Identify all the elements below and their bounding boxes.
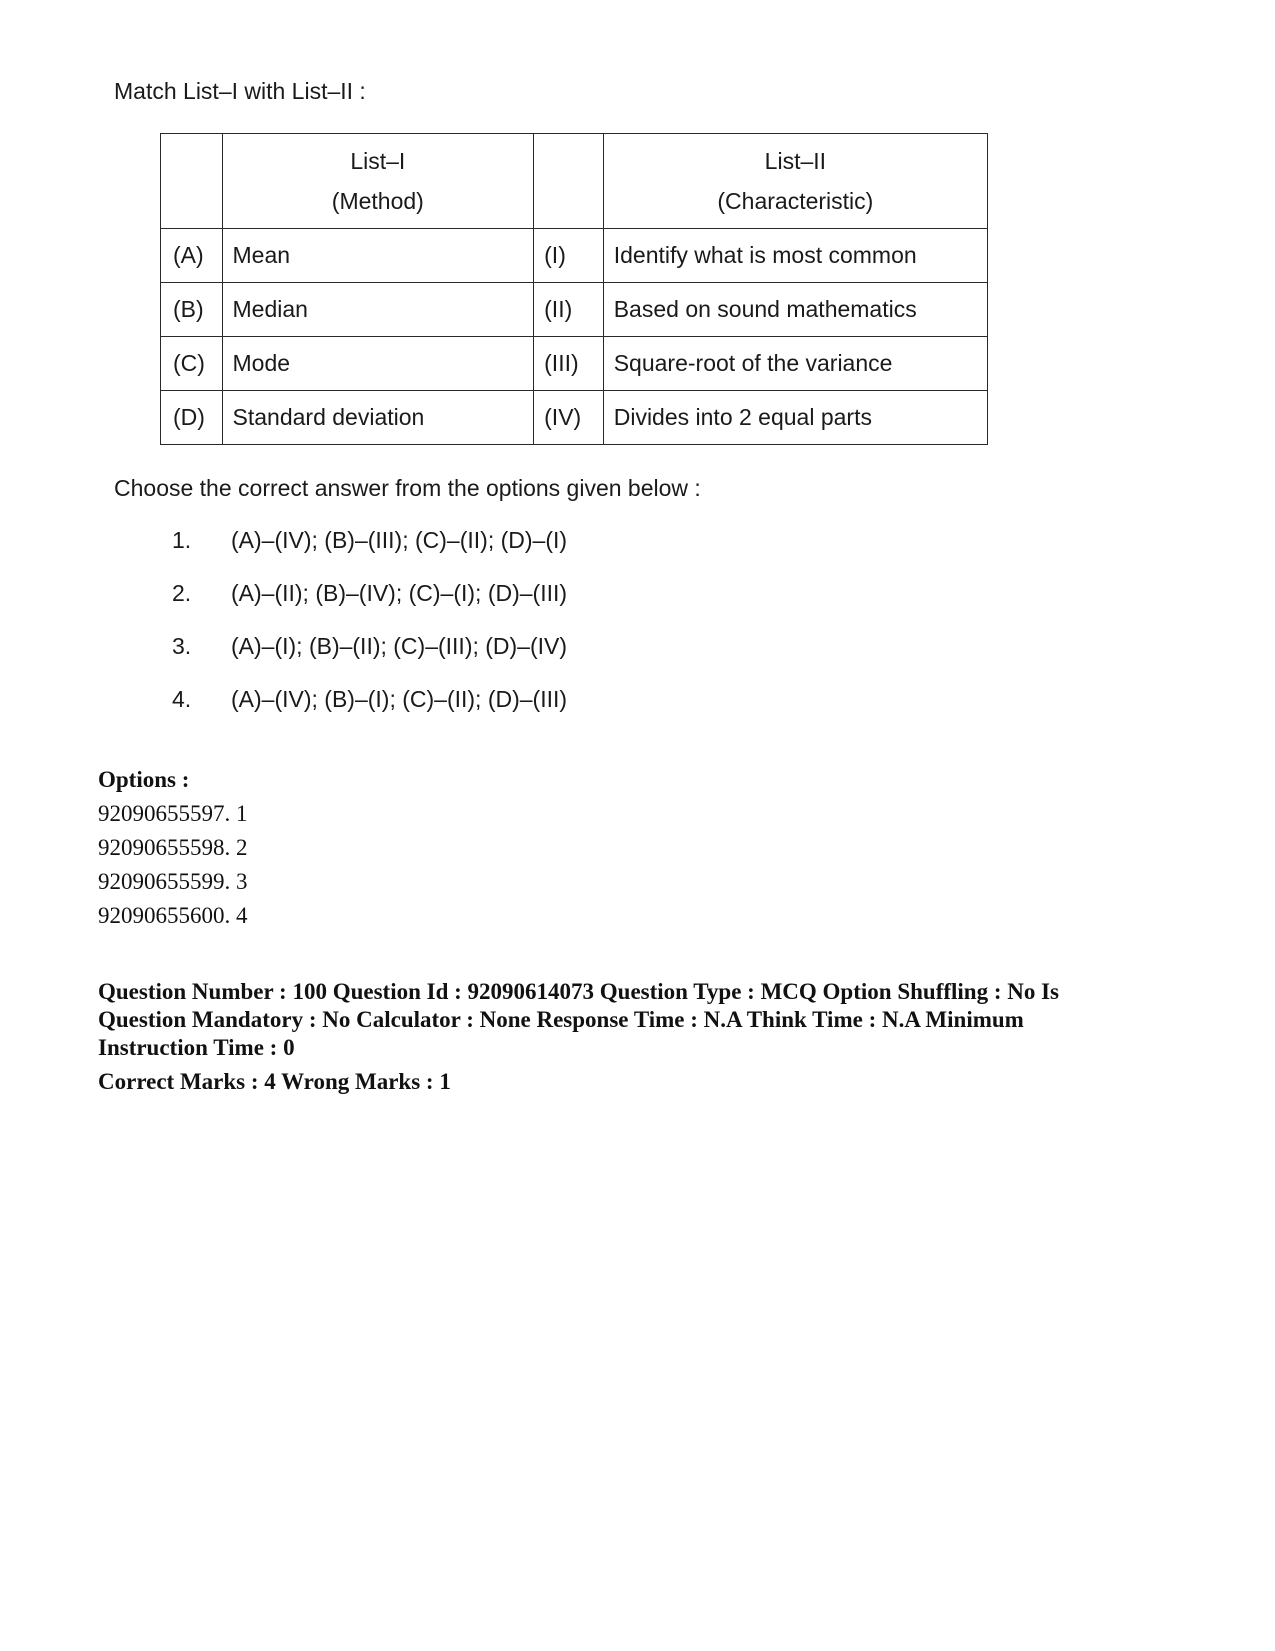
list-item [172,686,567,739]
list2-subtitle: (Characteristic) [717,188,874,214]
list1-title: List–I [350,148,406,174]
answer-number: 1. [172,527,192,553]
match-table [160,133,988,445]
header-empty-cell [161,134,223,229]
row-characteristic: Square-root of the variance [603,337,987,391]
meta-line: Instruction Time : 0 [98,1035,295,1060]
row-label: (B) [161,283,223,337]
row-number: (I) [534,229,604,283]
answer-number: 4. [172,686,192,712]
row-characteristic: Based on sound mathematics [603,283,987,337]
table-header-row [161,134,988,229]
marks-line: Correct Marks : 4 Wrong Marks : 1 [98,1069,451,1094]
answer-number: 3. [172,633,192,659]
row-label: (C) [161,337,223,391]
answer-text: (A)–(II); (B)–(IV); (C)–(I); (D)–(III) [231,580,568,606]
table-row [161,337,988,391]
option-item: 92090655598. 2 [98,835,248,860]
meta-line: Question Number : 100 Question Id : 92090614073 Question Type : MCQ Option Shuffling : No Is [98,979,1060,1004]
table-row [161,391,988,445]
options-block [98,763,248,933]
answer-text: (A)–(IV); (B)–(I); (C)–(II); (D)–(III) [231,686,568,712]
row-number: (IV) [534,391,604,445]
header-empty-cell [534,134,604,229]
list-item [172,633,567,686]
list1-header [222,134,534,229]
row-characteristic: Identify what is most common [603,229,987,283]
meta-line: Question Mandatory : No Calculator : None Response Time : N.A Think Time : N.A Minimum [98,1007,1024,1032]
table-row [161,229,988,283]
choose-instruction: Choose the correct answer from the options given below : [114,475,701,501]
row-method: Mean [222,229,534,283]
list2-header [603,134,987,229]
row-label: (A) [161,229,223,283]
list-item [172,527,567,580]
answer-text: (A)–(IV); (B)–(III); (C)–(II); (D)–(I) [231,527,568,553]
row-method: Standard deviation [222,391,534,445]
list2-title: List–II [764,148,827,174]
row-method: Mode [222,337,534,391]
option-item: 92090655600. 4 [98,903,248,928]
table-row [161,283,988,337]
list-item [172,580,567,633]
row-method: Median [222,283,534,337]
answer-text: (A)–(I); (B)–(II); (C)–(III); (D)–(IV) [231,633,568,659]
row-number: (II) [534,283,604,337]
option-item: 92090655597. 1 [98,801,248,826]
answer-number: 2. [172,580,192,606]
answer-choices [172,527,567,739]
match-instruction: Match List–I with List–II : [114,78,366,104]
row-characteristic: Divides into 2 equal parts [603,391,987,445]
row-number: (III) [534,337,604,391]
option-item: 92090655599. 3 [98,869,248,894]
question-meta [98,978,1178,1096]
options-title: Options : [98,767,190,792]
list1-subtitle: (Method) [331,188,424,214]
row-label: (D) [161,391,223,445]
